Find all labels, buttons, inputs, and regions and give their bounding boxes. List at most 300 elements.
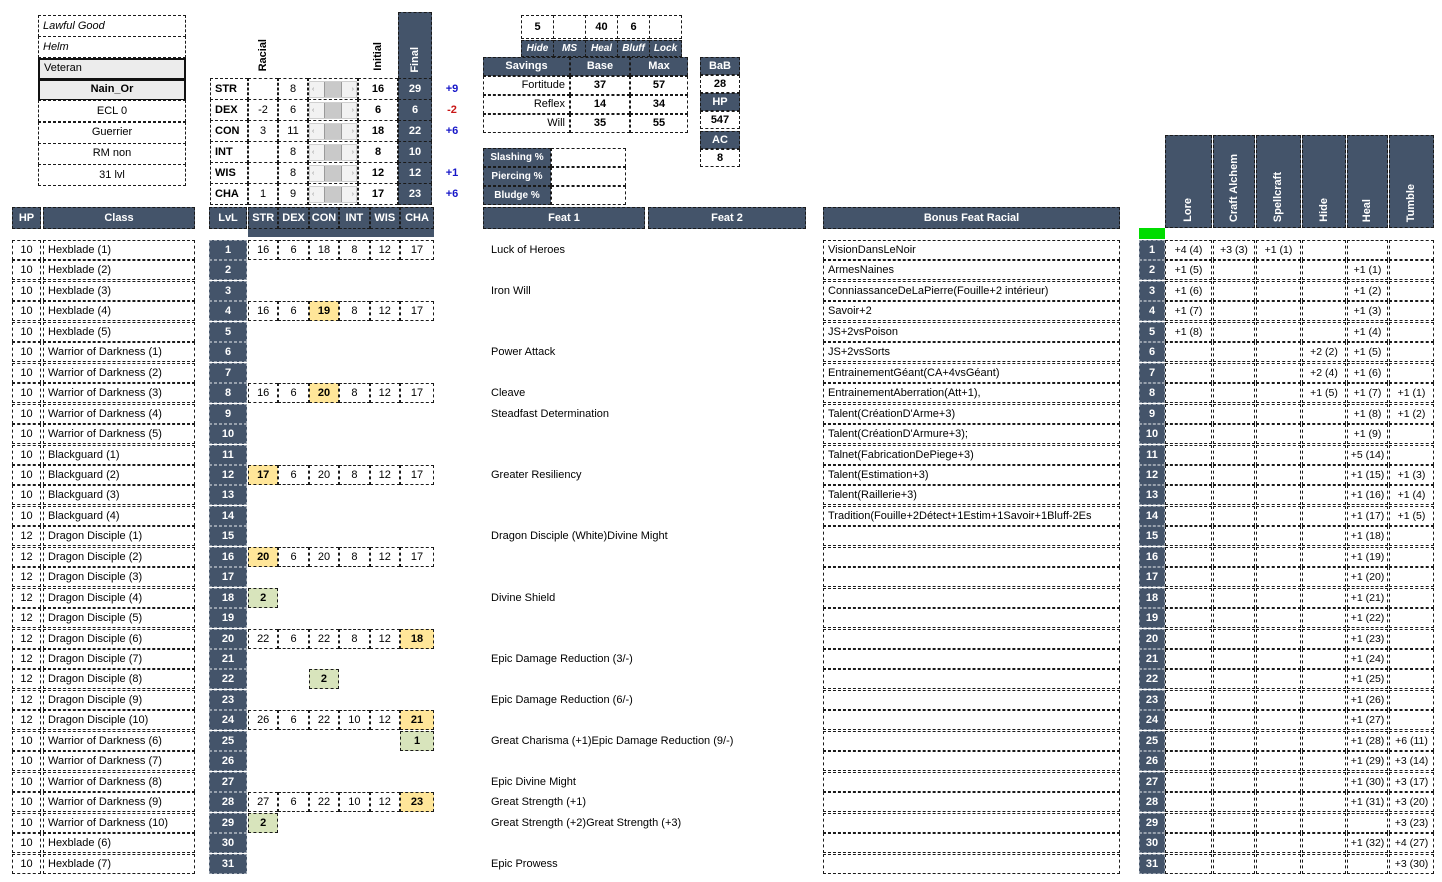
row-class-cell[interactable]: Hexblade (2) — [43, 260, 195, 280]
row-skill-cell-Spellcraft[interactable] — [1256, 506, 1301, 526]
row-skill-cell-Tumble[interactable]: +4 (27) — [1389, 833, 1434, 853]
row-skill-cell-Tumble[interactable]: +3 (23) — [1389, 813, 1434, 833]
row-skill-cell-Tumble[interactable]: +3 (17) — [1389, 772, 1434, 792]
row-hp-cell[interactable]: 10 — [12, 751, 41, 771]
row-hp-cell[interactable]: 12 — [12, 567, 41, 587]
row-skill-cell-Lore[interactable] — [1165, 731, 1212, 751]
spinner-thumb[interactable] — [324, 166, 342, 181]
row-stat-cell-CON[interactable]: 19 — [309, 301, 339, 321]
row-skill-cell-Craft Alchem[interactable] — [1213, 445, 1255, 465]
row-skill-cell-Heal[interactable]: +1 (21) — [1347, 588, 1388, 608]
row-hp-cell[interactable]: 12 — [12, 547, 41, 567]
counter-value-2[interactable]: 40 — [585, 15, 618, 39]
row-skill-cell-Hide[interactable] — [1302, 751, 1346, 771]
row-skill-cell-Hide[interactable] — [1302, 690, 1346, 710]
row-skill-cell-Hide[interactable] — [1302, 301, 1346, 321]
row-stat-cell-CHA[interactable]: 21 — [400, 710, 434, 730]
row-skill-cell-Lore[interactable] — [1165, 588, 1212, 608]
row-class-cell[interactable]: Warrior of Darkness (8) — [43, 772, 195, 792]
row-stat-bonus-cell-STR[interactable]: 2 — [248, 813, 278, 833]
row-skill-cell-Tumble[interactable] — [1389, 363, 1434, 383]
spinner-right-arrow-icon[interactable]: › — [351, 148, 354, 156]
row-hp-cell[interactable]: 10 — [12, 465, 41, 485]
row-hp-cell[interactable]: 10 — [12, 445, 41, 465]
row-skill-cell-Tumble[interactable] — [1389, 669, 1434, 689]
row-skill-cell-Hide[interactable] — [1302, 465, 1346, 485]
row-skill-cell-Heal[interactable]: +1 (26) — [1347, 690, 1388, 710]
row-skill-cell-Tumble[interactable] — [1389, 588, 1434, 608]
row-hp-cell[interactable]: 12 — [12, 710, 41, 730]
row-bonus-feat-cell[interactable]: Talent(Raillerie+3) — [823, 485, 1120, 505]
row-hp-cell[interactable]: 12 — [12, 629, 41, 649]
row-stat-cell-INT[interactable]: 8 — [339, 547, 369, 567]
row-class-cell[interactable]: Warrior of Darkness (3) — [43, 383, 195, 403]
spinner-left-arrow-icon[interactable]: ‹ — [312, 169, 315, 177]
row-feat-cell[interactable]: Steadfast Determination — [491, 407, 610, 420]
row-bonus-feat-cell[interactable]: VisionDansLeNoir — [823, 240, 1120, 260]
row-skill-cell-Craft Alchem[interactable] — [1213, 751, 1255, 771]
row-bonus-feat-cell[interactable]: JS+2vsSorts — [823, 342, 1120, 362]
row-skill-cell-Lore[interactable] — [1165, 342, 1212, 362]
row-skill-cell-Spellcraft[interactable] — [1256, 383, 1301, 403]
row-class-cell[interactable]: Warrior of Darkness (4) — [43, 404, 195, 424]
row-class-cell[interactable]: Hexblade (6) — [43, 833, 195, 853]
row-skill-cell-Hide[interactable] — [1302, 424, 1346, 444]
row-class-cell[interactable]: Warrior of Darkness (1) — [43, 342, 195, 362]
row-stat-cell-STR[interactable]: 27 — [248, 792, 278, 812]
row-hp-cell[interactable]: 10 — [12, 772, 41, 792]
row-skill-cell-Spellcraft[interactable] — [1256, 854, 1301, 874]
stat-base-CON[interactable]: 11 — [278, 120, 308, 142]
info-row-5[interactable]: Guerrier — [38, 122, 186, 144]
row-hp-cell[interactable]: 10 — [12, 322, 41, 342]
row-skill-cell-Heal[interactable] — [1347, 813, 1388, 833]
row-stat-cell-CON[interactable]: 22 — [309, 792, 339, 812]
row-skill-cell-Spellcraft[interactable] — [1256, 526, 1301, 546]
row-skill-cell-Lore[interactable] — [1165, 465, 1212, 485]
row-class-cell[interactable]: Warrior of Darkness (9) — [43, 792, 195, 812]
row-skill-cell-Spellcraft[interactable] — [1256, 342, 1301, 362]
info-row-0[interactable]: Lawful Good — [38, 15, 186, 37]
row-skill-cell-Craft Alchem[interactable] — [1213, 322, 1255, 342]
row-stat-cell-DEX[interactable]: 6 — [278, 465, 308, 485]
row-feat-cell[interactable]: Divine Shield — [491, 591, 556, 604]
row-skill-cell-Craft Alchem[interactable] — [1213, 567, 1255, 587]
row-skill-cell-Lore[interactable] — [1165, 485, 1212, 505]
row-bonus-feat-cell[interactable]: Savoir+2 — [823, 301, 1120, 321]
spinner-left-arrow-icon[interactable]: ‹ — [312, 190, 315, 198]
row-skill-cell-Tumble[interactable]: +3 (30) — [1389, 854, 1434, 874]
row-skill-cell-Craft Alchem[interactable] — [1213, 792, 1255, 812]
hp-value[interactable]: 547 — [700, 111, 740, 129]
info-row-1[interactable]: Helm — [38, 36, 186, 58]
row-skill-cell-Lore[interactable] — [1165, 526, 1212, 546]
row-skill-cell-Heal[interactable]: +1 (19) — [1347, 547, 1388, 567]
row-stat-cell-CON[interactable]: 18 — [309, 240, 339, 260]
row-skill-cell-Hide[interactable] — [1302, 588, 1346, 608]
row-skill-cell-Spellcraft[interactable] — [1256, 649, 1301, 669]
row-stat-cell-DEX[interactable]: 6 — [278, 629, 308, 649]
row-skill-cell-Hide[interactable] — [1302, 854, 1346, 874]
row-stat-cell-WIS[interactable]: 12 — [370, 301, 400, 321]
row-stat-cell-STR[interactable]: 16 — [248, 240, 278, 260]
row-skill-cell-Spellcraft[interactable] — [1256, 485, 1301, 505]
row-skill-cell-Craft Alchem[interactable] — [1213, 649, 1255, 669]
saving-max-1[interactable]: 34 — [630, 95, 688, 114]
spinner-thumb[interactable] — [324, 187, 342, 202]
row-stat-cell-DEX[interactable]: 6 — [278, 301, 308, 321]
row-stat-bonus-cell-STR[interactable]: 2 — [248, 588, 278, 608]
row-skill-cell-Spellcraft[interactable] — [1256, 792, 1301, 812]
row-hp-cell[interactable]: 10 — [12, 383, 41, 403]
row-stat-cell-CHA[interactable]: 23 — [400, 792, 434, 812]
row-skill-cell-Spellcraft[interactable]: +1 (1) — [1256, 240, 1301, 260]
row-skill-cell-Tumble[interactable] — [1389, 547, 1434, 567]
counter-value-4[interactable] — [649, 15, 682, 39]
row-skill-cell-Hide[interactable] — [1302, 813, 1346, 833]
row-skill-cell-Lore[interactable] — [1165, 833, 1212, 853]
row-hp-cell[interactable]: 10 — [12, 854, 41, 874]
row-skill-cell-Tumble[interactable]: +1 (2) — [1389, 404, 1434, 424]
row-stat-cell-CON[interactable]: 22 — [309, 629, 339, 649]
stat-initial-INT[interactable]: 8 — [358, 141, 398, 163]
row-skill-cell-Hide[interactable] — [1302, 547, 1346, 567]
row-stat-cell-INT[interactable]: 8 — [339, 629, 369, 649]
row-class-cell[interactable]: Dragon Disciple (3) — [43, 567, 195, 587]
row-skill-cell-Hide[interactable] — [1302, 506, 1346, 526]
row-class-cell[interactable]: Dragon Disciple (7) — [43, 649, 195, 669]
row-class-cell[interactable]: Warrior of Darkness (10) — [43, 813, 195, 833]
row-skill-cell-Tumble[interactable] — [1389, 322, 1434, 342]
row-stat-cell-CON[interactable]: 20 — [309, 465, 339, 485]
row-skill-cell-Spellcraft[interactable] — [1256, 588, 1301, 608]
row-skill-cell-Tumble[interactable]: +3 (20) — [1389, 792, 1434, 812]
row-stat-cell-INT[interactable]: 8 — [339, 383, 369, 403]
row-stat-cell-DEX[interactable]: 6 — [278, 383, 308, 403]
row-bonus-feat-cell[interactable]: ArmesNaines — [823, 260, 1120, 280]
row-skill-cell-Lore[interactable] — [1165, 363, 1212, 383]
stat-initial-STR[interactable]: 16 — [358, 78, 398, 100]
ac-value[interactable]: 8 — [700, 149, 740, 167]
row-skill-cell-Spellcraft[interactable] — [1256, 322, 1301, 342]
row-bonus-feat-cell[interactable]: Talent(CréationD'Armure+3); — [823, 424, 1120, 444]
row-skill-cell-Hide[interactable] — [1302, 322, 1346, 342]
stat-base-WIS[interactable]: 8 — [278, 162, 308, 184]
row-bonus-feat-cell[interactable]: Talent(CréationD'Arme+3) — [823, 404, 1120, 424]
row-skill-cell-Craft Alchem[interactable] — [1213, 363, 1255, 383]
row-skill-cell-Heal[interactable]: +1 (25) — [1347, 669, 1388, 689]
stat-base-CHA[interactable]: 9 — [278, 183, 308, 205]
row-skill-cell-Tumble[interactable]: +1 (5) — [1389, 506, 1434, 526]
row-class-cell[interactable]: Hexblade (1) — [43, 240, 195, 260]
row-skill-cell-Heal[interactable]: +1 (30) — [1347, 772, 1388, 792]
row-hp-cell[interactable]: 12 — [12, 588, 41, 608]
row-skill-cell-Tumble[interactable]: +1 (3) — [1389, 465, 1434, 485]
row-stat-cell-CHA[interactable]: 17 — [400, 383, 434, 403]
row-skill-cell-Craft Alchem[interactable] — [1213, 608, 1255, 628]
stat-racial-WIS[interactable] — [248, 162, 278, 184]
stat-base-INT[interactable]: 8 — [278, 141, 308, 163]
row-class-cell[interactable]: Warrior of Darkness (7) — [43, 751, 195, 771]
row-hp-cell[interactable]: 10 — [12, 813, 41, 833]
row-skill-cell-Tumble[interactable] — [1389, 629, 1434, 649]
row-stat-cell-WIS[interactable]: 12 — [370, 792, 400, 812]
info-row-2[interactable]: Veteran — [38, 58, 186, 80]
row-class-cell[interactable]: Dragon Disciple (9) — [43, 690, 195, 710]
row-bonus-feat-cell[interactable]: EntrainementAberration(Att+1), — [823, 383, 1120, 403]
row-skill-cell-Heal[interactable]: +1 (7) — [1347, 383, 1388, 403]
stat-initial-CON[interactable]: 18 — [358, 120, 398, 142]
row-bonus-feat-cell[interactable] — [823, 608, 1120, 628]
row-feat-cell[interactable]: Great Strength (+1) — [491, 795, 587, 808]
row-stat-cell-INT[interactable]: 10 — [339, 710, 369, 730]
row-feat-cell[interactable]: Iron Will — [491, 284, 531, 297]
counter-value-3[interactable]: 6 — [617, 15, 650, 39]
stat-racial-CON[interactable]: 3 — [248, 120, 278, 142]
row-skill-cell-Craft Alchem[interactable] — [1213, 690, 1255, 710]
row-skill-cell-Spellcraft[interactable] — [1256, 731, 1301, 751]
row-feat-cell[interactable]: Great Charisma (+1)Epic Damage Reduction (9/-) — [491, 734, 734, 747]
row-skill-cell-Craft Alchem[interactable] — [1213, 506, 1255, 526]
row-skill-cell-Hide[interactable] — [1302, 240, 1346, 260]
row-skill-cell-Lore[interactable]: +1 (8) — [1165, 322, 1212, 342]
row-skill-cell-Tumble[interactable] — [1389, 710, 1434, 730]
row-feat-cell[interactable]: Power Attack — [491, 345, 556, 358]
row-skill-cell-Heal[interactable]: +1 (8) — [1347, 404, 1388, 424]
row-skill-cell-Lore[interactable] — [1165, 772, 1212, 792]
row-feat-cell[interactable]: Epic Divine Might — [491, 775, 576, 788]
stat-initial-CHA[interactable]: 17 — [358, 183, 398, 205]
row-skill-cell-Lore[interactable]: +1 (5) — [1165, 260, 1212, 280]
damage-value-1[interactable] — [551, 167, 626, 186]
row-skill-cell-Tumble[interactable] — [1389, 342, 1434, 362]
row-skill-cell-Craft Alchem[interactable] — [1213, 629, 1255, 649]
row-skill-cell-Craft Alchem[interactable] — [1213, 424, 1255, 444]
row-skill-cell-Spellcraft[interactable] — [1256, 465, 1301, 485]
row-stat-cell-WIS[interactable]: 12 — [370, 465, 400, 485]
stat-spinner-CON[interactable] — [309, 123, 357, 140]
row-skill-cell-Lore[interactable] — [1165, 629, 1212, 649]
stat-racial-CHA[interactable]: 1 — [248, 183, 278, 205]
row-hp-cell[interactable]: 12 — [12, 608, 41, 628]
counter-value-0[interactable]: 5 — [521, 15, 554, 39]
row-bonus-feat-cell[interactable] — [823, 731, 1120, 751]
row-skill-cell-Tumble[interactable] — [1389, 240, 1434, 260]
stat-base-DEX[interactable]: 6 — [278, 99, 308, 121]
saving-base-0[interactable]: 37 — [570, 76, 630, 95]
row-skill-cell-Heal[interactable]: +1 (2) — [1347, 281, 1388, 301]
spinner-left-arrow-icon[interactable]: ‹ — [312, 127, 315, 135]
row-skill-cell-Heal[interactable] — [1347, 240, 1388, 260]
row-skill-cell-Heal[interactable]: +1 (20) — [1347, 567, 1388, 587]
damage-value-2[interactable] — [551, 186, 626, 205]
row-bonus-feat-cell[interactable]: Talnet(FabricationDePiege+3) — [823, 445, 1120, 465]
row-skill-cell-Lore[interactable] — [1165, 710, 1212, 730]
row-bonus-feat-cell[interactable] — [823, 588, 1120, 608]
row-stat-cell-STR[interactable]: 16 — [248, 301, 278, 321]
stat-racial-INT[interactable] — [248, 141, 278, 163]
row-skill-cell-Craft Alchem[interactable] — [1213, 588, 1255, 608]
row-skill-cell-Hide[interactable] — [1302, 404, 1346, 424]
row-skill-cell-Heal[interactable]: +1 (23) — [1347, 629, 1388, 649]
row-feat-cell[interactable]: Luck of Heroes — [491, 243, 565, 256]
row-skill-cell-Tumble[interactable]: +6 (11) — [1389, 731, 1434, 751]
row-skill-cell-Craft Alchem[interactable] — [1213, 526, 1255, 546]
row-skill-cell-Tumble[interactable] — [1389, 445, 1434, 465]
row-skill-cell-Craft Alchem[interactable] — [1213, 342, 1255, 362]
row-stat-cell-STR[interactable]: 22 — [248, 629, 278, 649]
row-skill-cell-Spellcraft[interactable] — [1256, 629, 1301, 649]
row-skill-cell-Lore[interactable] — [1165, 854, 1212, 874]
spinner-thumb[interactable] — [324, 124, 342, 139]
row-skill-cell-Spellcraft[interactable] — [1256, 445, 1301, 465]
row-stat-cell-WIS[interactable]: 12 — [370, 547, 400, 567]
row-skill-cell-Spellcraft[interactable] — [1256, 301, 1301, 321]
row-skill-cell-Hide[interactable] — [1302, 526, 1346, 546]
row-skill-cell-Lore[interactable] — [1165, 547, 1212, 567]
row-stat-cell-STR[interactable]: 26 — [248, 710, 278, 730]
row-feat-cell[interactable]: Greater Resiliency — [491, 468, 582, 481]
row-bonus-feat-cell[interactable]: Tradition(Fouille+2Détect+1Estim+1Savoir+1Bluff-2Es — [823, 506, 1120, 526]
row-class-cell[interactable]: Dragon Disciple (4) — [43, 588, 195, 608]
row-skill-cell-Lore[interactable] — [1165, 567, 1212, 587]
spinner-right-arrow-icon[interactable]: › — [351, 106, 354, 114]
stat-initial-DEX[interactable]: 6 — [358, 99, 398, 121]
row-skill-cell-Lore[interactable] — [1165, 649, 1212, 669]
row-skill-cell-Spellcraft[interactable] — [1256, 547, 1301, 567]
row-skill-cell-Heal[interactable]: +1 (16) — [1347, 485, 1388, 505]
row-skill-cell-Tumble[interactable] — [1389, 608, 1434, 628]
row-stat-cell-WIS[interactable]: 12 — [370, 383, 400, 403]
row-skill-cell-Heal[interactable] — [1347, 854, 1388, 874]
row-stat-cell-CHA[interactable]: 17 — [400, 240, 434, 260]
row-hp-cell[interactable]: 10 — [12, 301, 41, 321]
bab-value[interactable]: 28 — [700, 75, 740, 93]
info-row-4[interactable]: ECL 0 — [38, 100, 186, 122]
row-skill-cell-Spellcraft[interactable] — [1256, 404, 1301, 424]
row-skill-cell-Lore[interactable] — [1165, 751, 1212, 771]
row-class-cell[interactable]: Warrior of Darkness (6) — [43, 731, 195, 751]
row-stat-cell-DEX[interactable]: 6 — [278, 710, 308, 730]
saving-base-2[interactable]: 35 — [570, 114, 630, 133]
row-feat-cell[interactable]: Epic Damage Reduction (3/-) — [491, 652, 633, 665]
row-skill-cell-Hide[interactable]: +2 (4) — [1302, 363, 1346, 383]
row-skill-cell-Heal[interactable]: +1 (15) — [1347, 465, 1388, 485]
row-skill-cell-Spellcraft[interactable] — [1256, 772, 1301, 792]
row-skill-cell-Lore[interactable] — [1165, 792, 1212, 812]
row-bonus-feat-cell[interactable]: ConniassanceDeLaPierre(Fouille+2 intérieur) — [823, 281, 1120, 301]
row-class-cell[interactable]: Hexblade (7) — [43, 854, 195, 874]
row-skill-cell-Craft Alchem[interactable]: +3 (3) — [1213, 240, 1255, 260]
row-skill-cell-Hide[interactable] — [1302, 260, 1346, 280]
row-skill-cell-Tumble[interactable] — [1389, 424, 1434, 444]
row-class-cell[interactable]: Hexblade (5) — [43, 322, 195, 342]
row-bonus-feat-cell[interactable] — [823, 772, 1120, 792]
row-skill-cell-Heal[interactable]: +1 (29) — [1347, 751, 1388, 771]
stat-spinner-CHA[interactable] — [309, 186, 357, 203]
spinner-left-arrow-icon[interactable]: ‹ — [312, 148, 315, 156]
stat-base-STR[interactable]: 8 — [278, 78, 308, 100]
row-stat-cell-STR[interactable]: 20 — [248, 547, 278, 567]
row-skill-cell-Tumble[interactable] — [1389, 649, 1434, 669]
row-skill-cell-Tumble[interactable]: +3 (14) — [1389, 751, 1434, 771]
row-skill-cell-Heal[interactable]: +1 (5) — [1347, 342, 1388, 362]
spinner-thumb[interactable] — [324, 103, 342, 118]
row-stat-cell-WIS[interactable]: 12 — [370, 629, 400, 649]
row-hp-cell[interactable]: 12 — [12, 649, 41, 669]
row-skill-cell-Craft Alchem[interactable] — [1213, 854, 1255, 874]
row-feat-cell[interactable]: Dragon Disciple (White)Divine Might — [491, 529, 668, 542]
row-skill-cell-Craft Alchem[interactable] — [1213, 813, 1255, 833]
row-skill-cell-Craft Alchem[interactable] — [1213, 260, 1255, 280]
row-skill-cell-Spellcraft[interactable] — [1256, 669, 1301, 689]
row-skill-cell-Heal[interactable]: +1 (3) — [1347, 301, 1388, 321]
row-skill-cell-Hide[interactable] — [1302, 608, 1346, 628]
row-stat-cell-INT[interactable]: 8 — [339, 301, 369, 321]
row-skill-cell-Spellcraft[interactable] — [1256, 260, 1301, 280]
spinner-right-arrow-icon[interactable]: › — [351, 127, 354, 135]
row-stat-cell-STR[interactable]: 17 — [248, 465, 278, 485]
row-stat-cell-INT[interactable]: 8 — [339, 240, 369, 260]
row-skill-cell-Heal[interactable]: +1 (1) — [1347, 260, 1388, 280]
row-hp-cell[interactable]: 10 — [12, 506, 41, 526]
row-stat-cell-CHA[interactable]: 17 — [400, 465, 434, 485]
row-skill-cell-Lore[interactable] — [1165, 813, 1212, 833]
row-stat-cell-CHA[interactable]: 17 — [400, 301, 434, 321]
row-bonus-feat-cell[interactable] — [823, 690, 1120, 710]
row-hp-cell[interactable]: 10 — [12, 260, 41, 280]
row-skill-cell-Craft Alchem[interactable] — [1213, 731, 1255, 751]
row-hp-cell[interactable]: 10 — [12, 833, 41, 853]
row-skill-cell-Heal[interactable]: +1 (4) — [1347, 322, 1388, 342]
row-skill-cell-Heal[interactable]: +1 (31) — [1347, 792, 1388, 812]
row-class-cell[interactable]: Hexblade (3) — [43, 281, 195, 301]
row-skill-cell-Tumble[interactable] — [1389, 281, 1434, 301]
row-skill-cell-Heal[interactable]: +1 (9) — [1347, 424, 1388, 444]
row-skill-cell-Heal[interactable]: +1 (28) — [1347, 731, 1388, 751]
row-skill-cell-Heal[interactable]: +1 (24) — [1347, 649, 1388, 669]
row-skill-cell-Heal[interactable]: +1 (22) — [1347, 608, 1388, 628]
spinner-right-arrow-icon[interactable]: › — [351, 190, 354, 198]
row-skill-cell-Craft Alchem[interactable] — [1213, 710, 1255, 730]
row-feat-cell[interactable]: Epic Prowess — [491, 857, 558, 870]
row-skill-cell-Hide[interactable] — [1302, 485, 1346, 505]
row-skill-cell-Spellcraft[interactable] — [1256, 833, 1301, 853]
row-class-cell[interactable]: Dragon Disciple (10) — [43, 710, 195, 730]
row-skill-cell-Craft Alchem[interactable] — [1213, 547, 1255, 567]
row-bonus-feat-cell[interactable] — [823, 833, 1120, 853]
row-class-cell[interactable]: Blackguard (4) — [43, 506, 195, 526]
row-stat-cell-INT[interactable]: 8 — [339, 465, 369, 485]
row-skill-cell-Hide[interactable] — [1302, 281, 1346, 301]
info-row-3[interactable]: Nain_Or — [38, 79, 186, 101]
row-stat-cell-WIS[interactable]: 12 — [370, 710, 400, 730]
row-skill-cell-Hide[interactable] — [1302, 710, 1346, 730]
row-skill-cell-Lore[interactable] — [1165, 608, 1212, 628]
row-hp-cell[interactable]: 12 — [12, 669, 41, 689]
row-skill-cell-Spellcraft[interactable] — [1256, 751, 1301, 771]
row-skill-cell-Tumble[interactable] — [1389, 690, 1434, 710]
row-skill-cell-Tumble[interactable] — [1389, 260, 1434, 280]
row-feat-cell[interactable]: Cleave — [491, 386, 526, 399]
row-skill-cell-Spellcraft[interactable] — [1256, 424, 1301, 444]
row-bonus-feat-cell[interactable] — [823, 813, 1120, 833]
row-skill-cell-Lore[interactable]: +1 (6) — [1165, 281, 1212, 301]
damage-value-0[interactable] — [551, 148, 626, 167]
row-bonus-feat-cell[interactable] — [823, 751, 1120, 771]
row-skill-cell-Craft Alchem[interactable] — [1213, 383, 1255, 403]
row-skill-cell-Hide[interactable]: +2 (2) — [1302, 342, 1346, 362]
